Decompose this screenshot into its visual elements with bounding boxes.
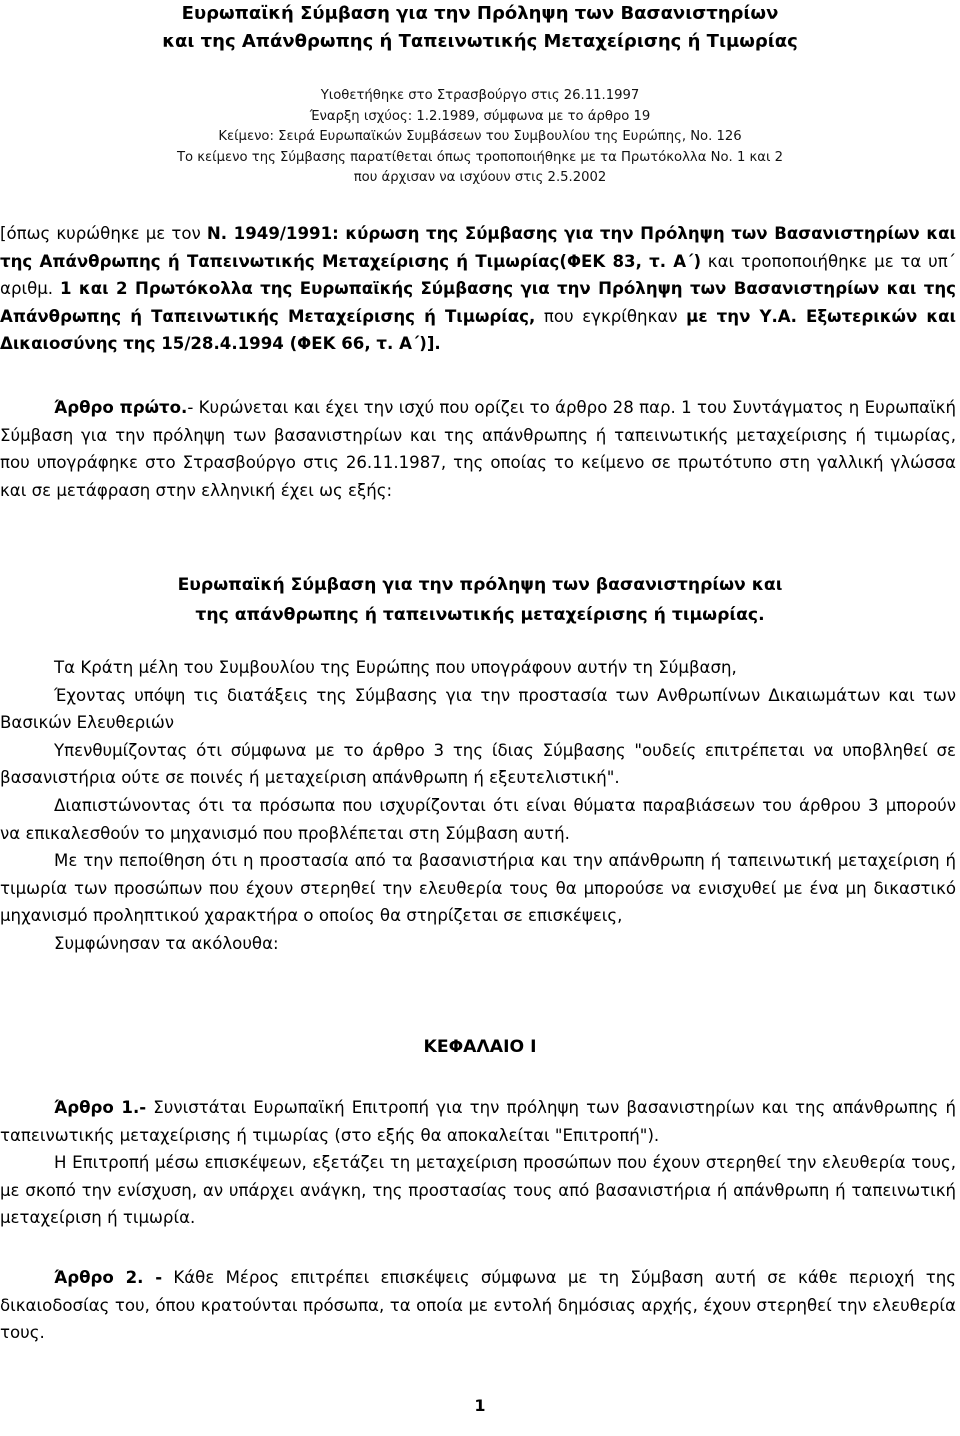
- preamble-paragraph: Τα Κράτη μέλη του Συμβουλίου της Ευρώπης που υπογράφουν αυτήν τη Σύμβαση,: [54, 658, 737, 677]
- article-2-label: Άρθρο 2. -: [54, 1268, 163, 1287]
- convention-title-line-1: Ευρωπαϊκή Σύμβαση για την πρόληψη των βασανιστηρίων και: [177, 575, 783, 595]
- adoption-line: Υιοθετήθηκε στο Στρασβούργο στις 26.11.1997: [320, 88, 640, 103]
- preamble-paragraph: Έχοντας υπόψη τις διατάξεις της Σύμβασης για την προστασία των Ανθρωπίνων Δικαιωμάτων και των Βασικών Ελευθεριών: [0, 685, 956, 733]
- ratification-text: [όπως κυρώθηκε με τον: [0, 224, 207, 243]
- chapter-heading: ΚΕΦΑΛΑΙΟ Ι: [423, 1037, 537, 1057]
- preamble-paragraph: Διαπιστώνοντας ότι τα πρόσωπα που ισχυρίζονται ότι είναι θύματα παραβιάσεων του άρθρου 3 μπορούν να επικαλεσθούν το μηχανισμό που προβλέπεται στη Σύμβαση αυτή.: [0, 795, 956, 843]
- document-title-line-2: και της Απάνθρωπης ή Ταπεινωτικής Μεταχείρισης ή Τιμωρίας: [162, 31, 798, 52]
- convention-title: [0, 570, 960, 630]
- article-1-text: Συνιστάται Ευρωπαϊκή Επιτροπή για την πρόληψη των βασανιστηρίων και της απάνθρωπης ή ταπεινωτικής μεταχείρισης ή τιμωρίας (στο εξής θα αποκαλείται "Επιτροπή").: [0, 1098, 956, 1145]
- preamble: [0, 654, 956, 958]
- ratification-paragraph: [0, 220, 956, 358]
- ratification-decision: με την Υ.Α. Εξωτερικών και Δικαιοσύνης της 15/28.4.1994 (ΦΕΚ 66, τ. Α΄)].: [0, 306, 956, 354]
- ratification-text: που εγκρίθηκαν: [535, 306, 687, 326]
- page-number: 1: [474, 1396, 486, 1415]
- amendment-line: Το κείμενο της Σύμβασης παρατίθεται όπως τροποποιήθηκε με τα Πρωτόκολλα Νο. 1 και 2: [176, 149, 784, 165]
- preamble-paragraph: Συμφώνησαν τα ακόλουθα:: [54, 933, 279, 953]
- article-first-paragraph: [0, 394, 956, 504]
- preamble-paragraph: Με την πεποίθηση ότι η προστασία από τα βασανιστήρια και την απάνθρωπη ή ταπεινωτική μεταχείριση ή τιμωρία των προσώπων που έχουν στερηθεί την ελευθερία τους θα μπορούσε να ενισχυθεί με ένα μη δικαστικό μηχανισμό προληπτικού χαρακτήρα ο οποίος θα στηρίζεται σε επισκέψεις,: [0, 851, 956, 926]
- source-line: Κείμενο: Σειρά Ευρωπαϊκών Συμβάσεων του Συμβουλίου της Ευρώπης, Νο. 126: [218, 129, 742, 144]
- article-1-paragraph: [0, 1094, 956, 1149]
- article-2-text: Κάθε Μέρος επιτρέπει επισκέψεις σύμφωνα με τη Σύμβαση αυτή σε κάθε περιοχή της δικαιοδοσίας του, όπου κρατούνται πρόσωπα, τα οποία με εντολή δημόσιας αρχής, έχουν στερηθεί την ελευθερία τους.: [0, 1268, 956, 1343]
- amendment-date-line: που άρχισαν να ισχύουν στις 2.5.2002: [353, 170, 607, 185]
- article-2-paragraph: [0, 1264, 956, 1347]
- article-first-label: Άρθρο πρώτο.: [54, 398, 188, 417]
- entry-into-force-line: Έναρξη ισχύος: 1.2.1989, σύμφωνα με το άρθρο 19: [309, 108, 651, 124]
- ratification-protocols: 1 και 2 Πρωτόκολλα της Ευρωπαϊκής Σύμβασης για την Πρόληψη των Βασανιστηρίων και της Απάνθρωπης ή Ταπεινωτικής Μεταχείρισης ή Τιμωρίας,: [0, 279, 956, 326]
- ratification-law: Ν. 1949/1991: κύρωση της Σύμβασης για την Πρόληψη των Βασανιστηρίων και της Απάνθρωπης ή Ταπεινωτικής Μεταχείρισης ή Τιμωρίας(ΦΕΚ 83, τ. Α΄): [0, 224, 956, 271]
- document-title-line-1: Ευρωπαϊκή Σύμβαση για την Πρόληψη των Βασανιστηρίων: [181, 3, 779, 24]
- article-1-label: Άρθρο 1.-: [54, 1098, 147, 1117]
- document-metadata: [0, 86, 960, 189]
- convention-title-line-2: της απάνθρωπης ή ταπεινωτικής μεταχείρισης ή τιμωρίας.: [195, 605, 765, 625]
- article-1: [0, 1094, 956, 1232]
- article-first-text: - Κυρώνεται και έχει την ισχύ που ορίζει το άρθρο 28 παρ. 1 του Συντάγματος η Ευρωπαϊκή Σύμβαση για την πρόληψη των βασανιστηρίων και της απάνθρωπης ή ταπεινωτικής μεταχείρισης ή τιμωρίας, που υπογράφηκε στο Στρασβούργο στις 26.11.1987, της οποίας το κείμενο σε πρωτότυπο στη γαλλική γλώσσα και σε μετάφραση στην ελληνική έχει ως εξής:: [0, 398, 956, 500]
- ratification-text: και τροποποιήθηκε με τα υπ΄ αριθμ.: [0, 251, 956, 299]
- preamble-paragraph: Υπενθυμίζοντας ότι σύμφωνα με το άρθρο 3 της ίδιας Σύμβασης "ουδείς επιτρέπεται να υποβληθεί σε βασανιστήρια ούτε σε ποινές ή μεταχείριση απάνθρωπη ή εξευτελιστική".: [0, 740, 956, 788]
- article-2: [0, 1264, 956, 1347]
- article-1-paragraph-2: Η Επιτροπή μέσω επισκέψεων, εξετάζει τη μεταχείριση προσώπων που έχουν στερηθεί την ελευθερία τους, με σκοπό την ενίσχυση, αν υπάρχει ανάγκη, της προστασίας τους από βασανιστήρια ή απάνθρωπη ή ταπεινωτική μεταχείριση ή τιμωρία.: [0, 1153, 956, 1228]
